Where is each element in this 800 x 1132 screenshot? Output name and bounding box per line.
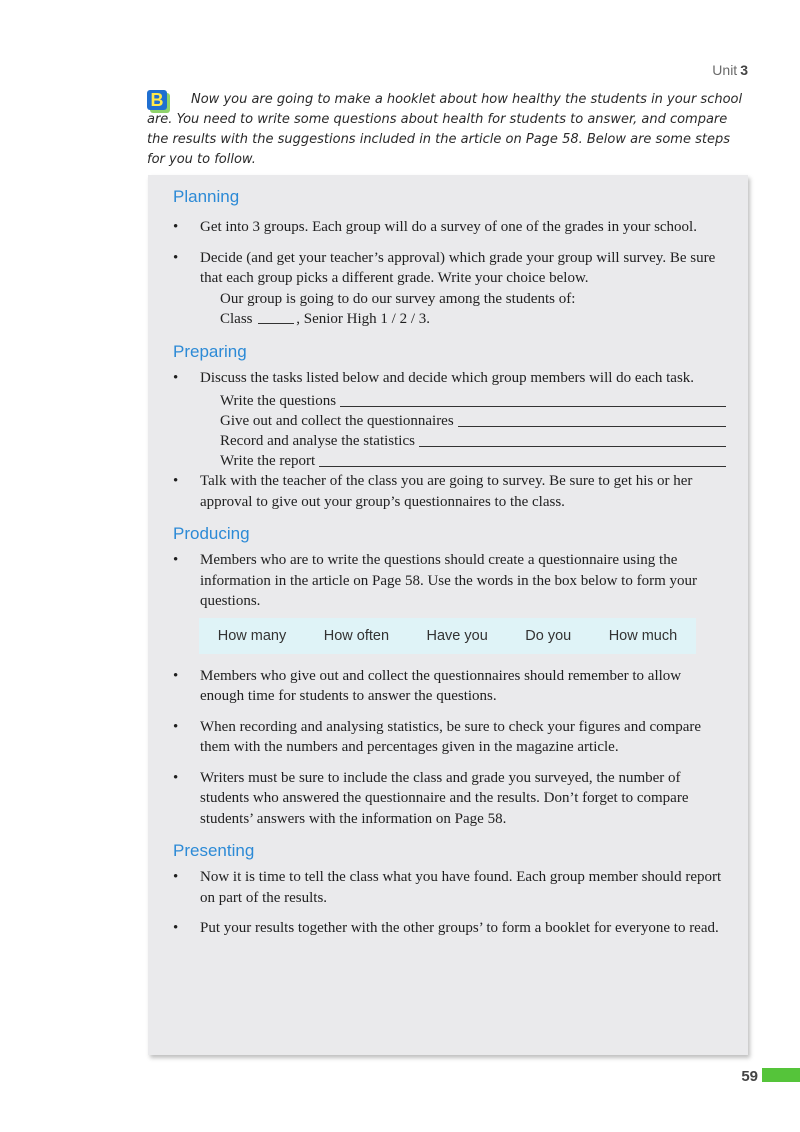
task-label: Write the report — [220, 453, 316, 469]
task-row-statistics — [173, 431, 726, 451]
planning-heading: Planning — [173, 187, 240, 206]
task-label: Give out and collect the questionnaires — [220, 413, 454, 429]
word-do-you: Do you — [525, 627, 572, 644]
planning-bullet-2: • Decide (and get your teacher’s approval) which grade your group will survey. Be sure that each group picks a different grade. Write your choice below. — [173, 248, 726, 289]
word-have-you: Have you — [426, 627, 488, 644]
section-b-badge: B — [147, 90, 167, 110]
word-how-much: How much — [608, 627, 678, 644]
unit-number: 3 — [740, 62, 748, 78]
planning-choice-line: Our group is going to do our survey among the students of: — [220, 290, 576, 307]
preparing-heading: Preparing — [173, 341, 247, 361]
intro-paragraph — [147, 90, 747, 170]
task-blank-line[interactable] — [419, 446, 726, 447]
task-row-questionnaires — [173, 411, 726, 431]
word-how-many: How many — [217, 627, 287, 644]
class-blank[interactable] — [258, 323, 294, 324]
page-number: 59 — [741, 1068, 758, 1085]
task-blank-line[interactable] — [319, 466, 726, 467]
producing-bullet-4: • Writers must be sure to include the class and grade you surveyed, the number of students who answered the questionnaire and the results. Don’t forget to compare students’ answers with the information on Page 58. — [173, 768, 726, 830]
class-word: Class — [220, 311, 253, 327]
planning-bullet-1: • Get into 3 groups. Each group will do a survey of one of the grades in your school. — [173, 217, 726, 238]
steps-panel — [148, 175, 748, 1055]
task-blank-line[interactable] — [340, 406, 726, 407]
task-row-report — [173, 451, 726, 471]
producing-bullet-3: • When recording and analysing statistics, be sure to check your figures and compare them with the numbers and percentages given in the magazine article. — [173, 717, 726, 758]
presenting-bullet-2: • Put your results together with the other groups’ to form a booklet for everyone to read. — [173, 918, 726, 939]
planning-class-line — [173, 309, 726, 330]
presenting-heading: Presenting — [173, 841, 255, 860]
presenting-bullet-1: • Now it is time to tell the class what you have found. Each group member should report on part of the results. — [173, 867, 726, 908]
producing-heading: Producing — [173, 524, 250, 543]
class-tail: , Senior High 1 / 2 / 3. — [296, 311, 431, 327]
producing-bullet-2: • Members who give out and collect the questionnaires should remember to allow enough time for students to answer the questions. — [173, 666, 726, 707]
question-word-box — [199, 618, 696, 654]
preparing-bullet-1: • Discuss the tasks listed below and decide which group members will do each task. — [173, 368, 726, 389]
unit-label — [712, 62, 748, 78]
task-label: Record and analyse the statistics — [220, 433, 415, 449]
preparing-bullet-2: • Talk with the teacher of the class you are going to survey. Be sure to get his or her approval to give out your group’s questionnaires to the class. — [173, 471, 726, 512]
producing-bullet-1: • Members who are to write the questions should create a questionnaire using the information in the article on Page 58. Use the words in the box below to form your questions. — [173, 550, 726, 612]
task-row-questions — [173, 391, 726, 411]
page-tab-bar — [762, 1068, 800, 1082]
word-how-often: How often — [323, 627, 390, 644]
task-blank-line[interactable] — [458, 426, 726, 427]
task-label: Write the questions — [220, 393, 337, 409]
intro-text: Now you are going to make a hooklet about how healthy the students in your school are. You need to write some questions about health for students to answer, and compare the results with the suggestions included in the article on Page 58. Below are some steps for you to follow. — [147, 92, 743, 167]
unit-word: Unit — [712, 62, 738, 78]
